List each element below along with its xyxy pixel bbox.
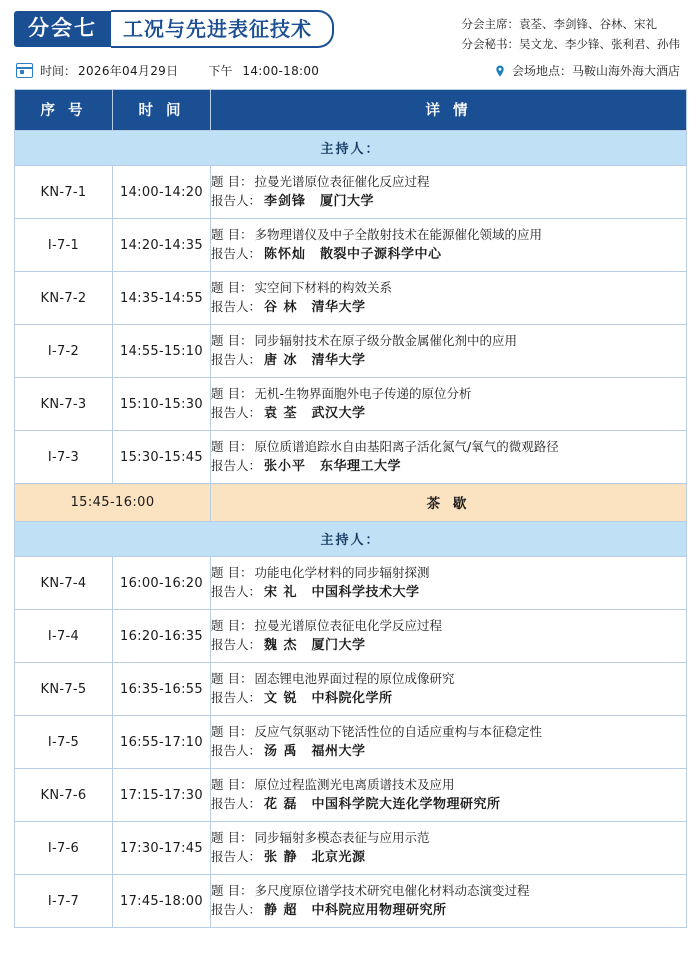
table-row bbox=[15, 431, 687, 484]
row-time: 17:45-18:00 bbox=[113, 875, 211, 928]
row-detail bbox=[211, 557, 687, 610]
location-pin-icon bbox=[494, 65, 506, 77]
talk-speaker-affiliation: 武汉大学 bbox=[311, 406, 366, 422]
talk-title-label: 题 目： bbox=[211, 723, 253, 739]
talk-speaker-name: 花 磊 bbox=[264, 797, 298, 813]
talk-title: 拉曼光谱原位表征催化反应过程 bbox=[254, 173, 430, 189]
talk-speaker-name: 谷 林 bbox=[264, 300, 298, 316]
talk-title: 同步辐射多模态表征与应用示范 bbox=[254, 829, 430, 845]
column-header-time: 时 间 bbox=[113, 90, 211, 131]
table-row bbox=[15, 822, 687, 875]
talk-speaker-affiliation: 中科院应用物理研究所 bbox=[311, 903, 447, 919]
row-time: 15:30-15:45 bbox=[113, 431, 211, 484]
table-row bbox=[15, 166, 687, 219]
talk-speaker-label: 报告人： bbox=[211, 405, 262, 421]
talk-title: 无机-生物界面胞外电子传递的原位分析 bbox=[254, 385, 472, 401]
event-time-range: 14:00-18:00 bbox=[242, 63, 320, 78]
row-detail bbox=[211, 769, 687, 822]
table-row bbox=[15, 378, 687, 431]
talk-speaker-label: 报告人： bbox=[211, 246, 262, 262]
talk-title-line bbox=[211, 828, 686, 847]
talk-title-line bbox=[211, 616, 686, 635]
talk-speaker-name: 文 锐 bbox=[264, 691, 298, 707]
row-time: 16:35-16:55 bbox=[113, 663, 211, 716]
row-time: 16:55-17:10 bbox=[113, 716, 211, 769]
row-number: KN-7-1 bbox=[15, 166, 113, 219]
row-number: I-7-4 bbox=[15, 610, 113, 663]
row-number: I-7-3 bbox=[15, 431, 113, 484]
row-time: 16:20-16:35 bbox=[113, 610, 211, 663]
talk-title-label: 题 目： bbox=[211, 279, 253, 295]
talk-title-label: 题 目： bbox=[211, 829, 253, 845]
talk-title: 拉曼光谱原位表征电化学反应过程 bbox=[254, 617, 442, 633]
talk-title: 反应气氛驱动下铑活性位的自适应重构与本征稳定性 bbox=[254, 723, 542, 739]
row-detail bbox=[211, 663, 687, 716]
table-row bbox=[15, 219, 687, 272]
talk-speaker-name: 陈怀灿 bbox=[264, 247, 307, 263]
calendar-icon bbox=[16, 63, 33, 78]
row-number: KN-7-2 bbox=[15, 272, 113, 325]
talk-title-label: 题 目： bbox=[211, 670, 253, 686]
row-number: KN-7-5 bbox=[15, 663, 113, 716]
talk-title: 固态锂电池界面过程的原位成像研究 bbox=[254, 670, 455, 686]
talk-title-line bbox=[211, 278, 686, 297]
talk-speaker-label: 报告人： bbox=[211, 299, 262, 315]
talk-speaker-affiliation: 厦门大学 bbox=[320, 194, 375, 210]
talk-title-line bbox=[211, 722, 686, 741]
row-time: 16:00-16:20 bbox=[113, 557, 211, 610]
talk-speaker-name: 魏 杰 bbox=[264, 638, 298, 654]
row-number: I-7-2 bbox=[15, 325, 113, 378]
table-row bbox=[15, 663, 687, 716]
talk-title-line bbox=[211, 225, 686, 244]
talk-title: 实空间下材料的构效关系 bbox=[254, 279, 392, 295]
event-period: 下午 bbox=[208, 64, 233, 79]
row-detail bbox=[211, 610, 687, 663]
talk-title: 原位质谱追踪水自由基阳离子活化氮气/氧气的微观路径 bbox=[254, 438, 559, 454]
talk-speaker-name: 张小平 bbox=[264, 459, 307, 475]
table-row bbox=[15, 716, 687, 769]
venue-name: 马鞍山海外海大酒店 bbox=[571, 64, 680, 79]
talk-title-line bbox=[211, 437, 686, 456]
talk-speaker-name: 宋 礼 bbox=[264, 585, 298, 601]
talk-speaker-line bbox=[211, 582, 686, 603]
table-row bbox=[15, 557, 687, 610]
talk-speaker-line bbox=[211, 244, 686, 265]
row-time: 14:00-14:20 bbox=[113, 166, 211, 219]
talk-speaker-name: 李剑锋 bbox=[264, 194, 307, 210]
venue-block bbox=[494, 62, 686, 79]
talk-speaker-line bbox=[211, 191, 686, 212]
talk-speaker-affiliation: 厦门大学 bbox=[311, 638, 366, 654]
talk-speaker-label: 报告人： bbox=[211, 637, 262, 653]
talk-speaker-affiliation: 中国科学技术大学 bbox=[311, 585, 420, 601]
talk-speaker-affiliation: 清华大学 bbox=[311, 300, 366, 316]
talk-title-label: 题 目： bbox=[211, 882, 253, 898]
talk-speaker-affiliation: 散裂中子源科学中心 bbox=[320, 247, 442, 263]
info-bar bbox=[0, 54, 700, 89]
session-tag: 分会七 bbox=[14, 11, 111, 47]
talk-title-line bbox=[211, 669, 686, 688]
column-header-no: 序 号 bbox=[15, 90, 113, 131]
column-header-detail: 详 情 bbox=[211, 90, 687, 131]
row-detail bbox=[211, 431, 687, 484]
talk-speaker-affiliation: 中科院化学所 bbox=[311, 691, 393, 707]
talk-speaker-affiliation: 北京光源 bbox=[311, 850, 366, 866]
row-time: 17:30-17:45 bbox=[113, 822, 211, 875]
talk-speaker-name: 汤 禹 bbox=[264, 744, 298, 760]
talk-speaker-label: 报告人： bbox=[211, 584, 262, 600]
talk-speaker-affiliation: 东华理工大学 bbox=[320, 459, 402, 475]
talk-speaker-line bbox=[211, 794, 686, 815]
chair-row bbox=[15, 522, 687, 557]
session-chairs: 分会主席：袁荃、李剑锋、谷林、宋礼 bbox=[461, 17, 657, 31]
row-detail bbox=[211, 325, 687, 378]
talk-speaker-label: 报告人： bbox=[211, 352, 262, 368]
row-number: I-7-7 bbox=[15, 875, 113, 928]
talk-title: 多尺度原位谱学技术研究电催化材料动态演变过程 bbox=[254, 882, 530, 898]
talk-speaker-label: 报告人： bbox=[211, 849, 262, 865]
talk-speaker-line bbox=[211, 847, 686, 868]
talk-speaker-name: 静 超 bbox=[264, 903, 298, 919]
talk-title-label: 题 目： bbox=[211, 385, 253, 401]
break-time: 15:45-16:00 bbox=[15, 484, 211, 522]
row-time: 14:35-14:55 bbox=[113, 272, 211, 325]
talk-title-label: 题 目： bbox=[211, 438, 253, 454]
event-date: 2026年04月29日 bbox=[78, 64, 179, 79]
talk-title-label: 题 目： bbox=[211, 564, 253, 580]
talk-speaker-affiliation: 中国科学院大连化学物理研究所 bbox=[311, 797, 501, 813]
talk-title-label: 题 目： bbox=[211, 173, 253, 189]
talk-speaker-label: 报告人： bbox=[211, 796, 262, 812]
talk-title-line bbox=[211, 331, 686, 350]
row-number: I-7-6 bbox=[15, 822, 113, 875]
talk-speaker-line bbox=[211, 688, 686, 709]
table-row bbox=[15, 272, 687, 325]
talk-speaker-label: 报告人： bbox=[211, 690, 262, 706]
talk-title-line bbox=[211, 775, 686, 794]
row-detail bbox=[211, 166, 687, 219]
table-row bbox=[15, 875, 687, 928]
session-title-block bbox=[14, 10, 334, 48]
talk-title-label: 题 目： bbox=[211, 226, 253, 242]
table-header-row bbox=[15, 90, 687, 131]
table-row bbox=[15, 610, 687, 663]
venue-label: 会场地点： bbox=[511, 64, 572, 79]
talk-speaker-label: 报告人： bbox=[211, 743, 262, 759]
talk-speaker-name: 袁 荃 bbox=[264, 406, 298, 422]
chair-label: 主持人： bbox=[15, 522, 687, 557]
table-body bbox=[15, 131, 687, 928]
session-secretaries: 分会秘书：吴文龙、李少锋、张利君、孙伟 bbox=[461, 37, 680, 52]
talk-title-label: 题 目： bbox=[211, 617, 253, 633]
page-header bbox=[0, 0, 700, 54]
table-row bbox=[15, 769, 687, 822]
row-time: 14:20-14:35 bbox=[113, 219, 211, 272]
row-number: KN-7-4 bbox=[15, 557, 113, 610]
talk-title-label: 题 目： bbox=[211, 332, 253, 348]
talk-speaker-label: 报告人： bbox=[211, 902, 262, 918]
row-detail bbox=[211, 219, 687, 272]
talk-title: 原位过程监测光电离质谱技术及应用 bbox=[254, 776, 455, 792]
break-label: 茶 歇 bbox=[211, 484, 687, 522]
row-number: KN-7-3 bbox=[15, 378, 113, 431]
chair-label: 主持人： bbox=[15, 131, 687, 166]
row-detail bbox=[211, 822, 687, 875]
talk-speaker-line bbox=[211, 403, 686, 424]
chairs-block bbox=[462, 10, 687, 54]
talk-speaker-line bbox=[211, 297, 686, 318]
talk-title-line bbox=[211, 881, 686, 900]
talk-title-line bbox=[211, 172, 686, 191]
table-row bbox=[15, 325, 687, 378]
talk-speaker-affiliation: 福州大学 bbox=[311, 744, 366, 760]
schedule-table bbox=[14, 89, 687, 928]
session-title-container bbox=[111, 10, 334, 48]
row-time: 17:15-17:30 bbox=[113, 769, 211, 822]
row-time: 15:10-15:30 bbox=[113, 378, 211, 431]
row-detail bbox=[211, 875, 687, 928]
talk-title: 多物理谱仪及中子全散射技术在能源催化领域的应用 bbox=[254, 226, 542, 242]
row-time: 14:55-15:10 bbox=[113, 325, 211, 378]
talk-speaker-line bbox=[211, 350, 686, 371]
talk-speaker-label: 报告人： bbox=[211, 458, 262, 474]
talk-title: 同步辐射技术在原子级分散金属催化剂中的应用 bbox=[254, 332, 517, 348]
talk-speaker-name: 唐 冰 bbox=[264, 353, 298, 369]
row-detail bbox=[211, 378, 687, 431]
talk-speaker-affiliation: 清华大学 bbox=[311, 353, 366, 369]
session-title: 工况与先进表征技术 bbox=[123, 16, 312, 41]
talk-title-line bbox=[211, 563, 686, 582]
talk-speaker-line bbox=[211, 456, 686, 477]
row-detail bbox=[211, 716, 687, 769]
talk-title-line bbox=[211, 384, 686, 403]
row-number: KN-7-6 bbox=[15, 769, 113, 822]
talk-speaker-line bbox=[211, 635, 686, 656]
row-number: I-7-1 bbox=[15, 219, 113, 272]
chair-row bbox=[15, 131, 687, 166]
break-row bbox=[15, 484, 687, 522]
row-number: I-7-5 bbox=[15, 716, 113, 769]
talk-title-label: 题 目： bbox=[211, 776, 253, 792]
talk-speaker-line bbox=[211, 900, 686, 921]
talk-speaker-label: 报告人： bbox=[211, 193, 262, 209]
talk-speaker-line bbox=[211, 741, 686, 762]
time-label: 时间： bbox=[40, 64, 77, 79]
talk-title: 功能电化学材料的同步辐射探测 bbox=[254, 564, 430, 580]
talk-speaker-name: 张 静 bbox=[264, 850, 298, 866]
row-detail bbox=[211, 272, 687, 325]
